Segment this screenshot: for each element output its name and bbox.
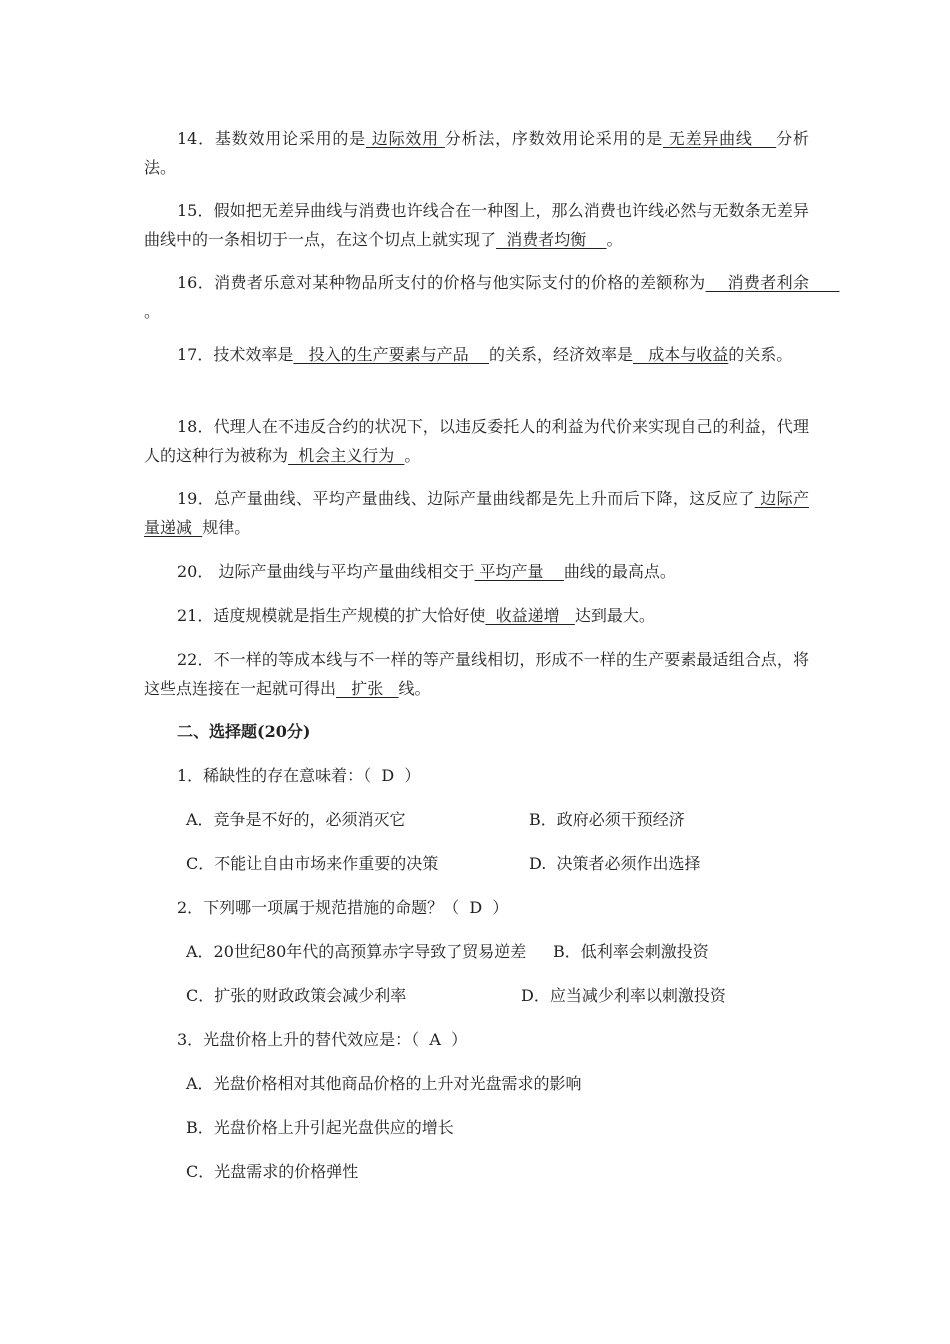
fill-item-20 bbox=[144, 557, 809, 586]
fill-item-18 bbox=[144, 412, 809, 470]
fill-item-14 bbox=[144, 124, 809, 182]
choice-question-2: 2．下列哪一项属于规范措施的命题？（ D ） bbox=[177, 898, 509, 917]
question-text: 总产量曲线、平均产量曲线、边际产量曲线都是先上升而后下降，这反应了 bbox=[214, 489, 755, 508]
q3-option-c: C．光盘需求的价格弹性 bbox=[186, 1162, 359, 1181]
q1-option-c: C．不能让自由市场来作重要的决策 bbox=[186, 854, 439, 873]
q3-option-b: B．光盘价格上升引起光盘供应的增长 bbox=[186, 1118, 454, 1137]
question-text: 的关系。 bbox=[728, 345, 793, 364]
item-number: 18． bbox=[177, 417, 214, 436]
choice-question-1: 1．稀缺性的存在意味着：（ D ） bbox=[177, 766, 421, 785]
item-number: 16． bbox=[177, 273, 215, 292]
question-text: 的关系，经济效率是 bbox=[489, 345, 634, 364]
q2-option-b: B．低利率会刺激投资 bbox=[553, 942, 709, 961]
item-number: 19． bbox=[177, 489, 215, 508]
item-number: 15． bbox=[177, 201, 214, 220]
answer-blank: 边际效用 bbox=[365, 129, 445, 148]
q2-option-d: D．应当减少利率以刺激投资 bbox=[521, 986, 726, 1005]
fill-item-19 bbox=[144, 484, 809, 542]
q2-option-c: C．扩张的财政政策会减少利率 bbox=[186, 986, 407, 1005]
section-title: 二、选择题(20分) bbox=[177, 722, 311, 741]
fill-item-17 bbox=[144, 340, 809, 369]
question-text: 线。 bbox=[398, 679, 431, 698]
answer-blank: 成本与收益 bbox=[633, 345, 729, 364]
question-text: 规律。 bbox=[202, 518, 251, 537]
answer-blank: 消费者均衡 bbox=[496, 230, 607, 249]
question-text: 分析法。 bbox=[144, 129, 809, 177]
fill-item-15 bbox=[144, 196, 809, 254]
fill-item-22 bbox=[144, 645, 809, 703]
question-text: 不一样的等成本线与不一样的等产量线相切，形成不一样的生产要素最适组合点，将这些点连接在一起就可得出 bbox=[144, 650, 809, 698]
fill-item-16 bbox=[144, 268, 840, 326]
q2-option-a: A．20世纪80年代的高预算赤字导致了贸易逆差 bbox=[186, 942, 527, 961]
question-text: 。 bbox=[606, 230, 623, 249]
item-number: 22． bbox=[177, 650, 214, 669]
item-number: 21． bbox=[177, 606, 214, 625]
question-text: 技术效率是 bbox=[213, 345, 294, 364]
answer-blank: 边际产量递减 bbox=[144, 489, 809, 537]
question-text: 分析法，序数效用论采用的是 bbox=[444, 129, 663, 148]
q1-option-b: B．政府必须干预经济 bbox=[529, 810, 685, 829]
fill-item-21 bbox=[144, 601, 809, 630]
question-text: 。 bbox=[144, 302, 161, 321]
question-text: 。 bbox=[404, 446, 421, 465]
question-text: 假如把无差异曲线与消费也许线合在一种图上，那么消费也许线必然与无数条无差异曲线中的一条相切于一点，在这个切点上就实现了 bbox=[144, 201, 809, 249]
answer-blank: 无差异曲线 bbox=[662, 129, 777, 148]
choice-question-3: 3．光盘价格上升的替代效应是：（ A ） bbox=[177, 1030, 468, 1049]
answer-blank: 消费者利余 bbox=[705, 273, 840, 292]
question-text: 代理人在不违反合约的状况下，以违反委托人的利益为代价来实现自己的利益，代理人的这种行为被称为 bbox=[144, 417, 809, 465]
item-number: 20． bbox=[177, 562, 214, 581]
question-text: 边际产量曲线与平均产量曲线相交于 bbox=[213, 562, 475, 581]
question-text: 曲线的最高点。 bbox=[563, 562, 676, 581]
q1-option-a: A．竞争是不好的，必须消灭它 bbox=[186, 810, 406, 829]
answer-blank: 平均产量 bbox=[474, 562, 564, 581]
answer-blank: 机会主义行为 bbox=[288, 446, 405, 465]
answer-blank: 扩张 bbox=[336, 679, 399, 698]
question-text: 消费者乐意对某种物品所支付的价格与他实际支付的价格的差额称为 bbox=[214, 273, 706, 292]
item-number: 14． bbox=[177, 129, 215, 148]
answer-blank: 收益递增 bbox=[485, 606, 575, 625]
question-text: 达到最大。 bbox=[574, 606, 655, 625]
q1-option-d: D. 决策者必须作出选择 bbox=[529, 854, 701, 873]
item-number: 17． bbox=[177, 345, 214, 364]
q3-option-a: A．光盘价格相对其他商品价格的上升对光盘需求的影响 bbox=[186, 1074, 582, 1093]
question-text: 适度规模就是指生产规模的扩大恰好使 bbox=[213, 606, 486, 625]
answer-blank: 投入的生产要素与产品 bbox=[293, 345, 489, 364]
question-text: 基数效用论采用的是 bbox=[214, 129, 366, 148]
